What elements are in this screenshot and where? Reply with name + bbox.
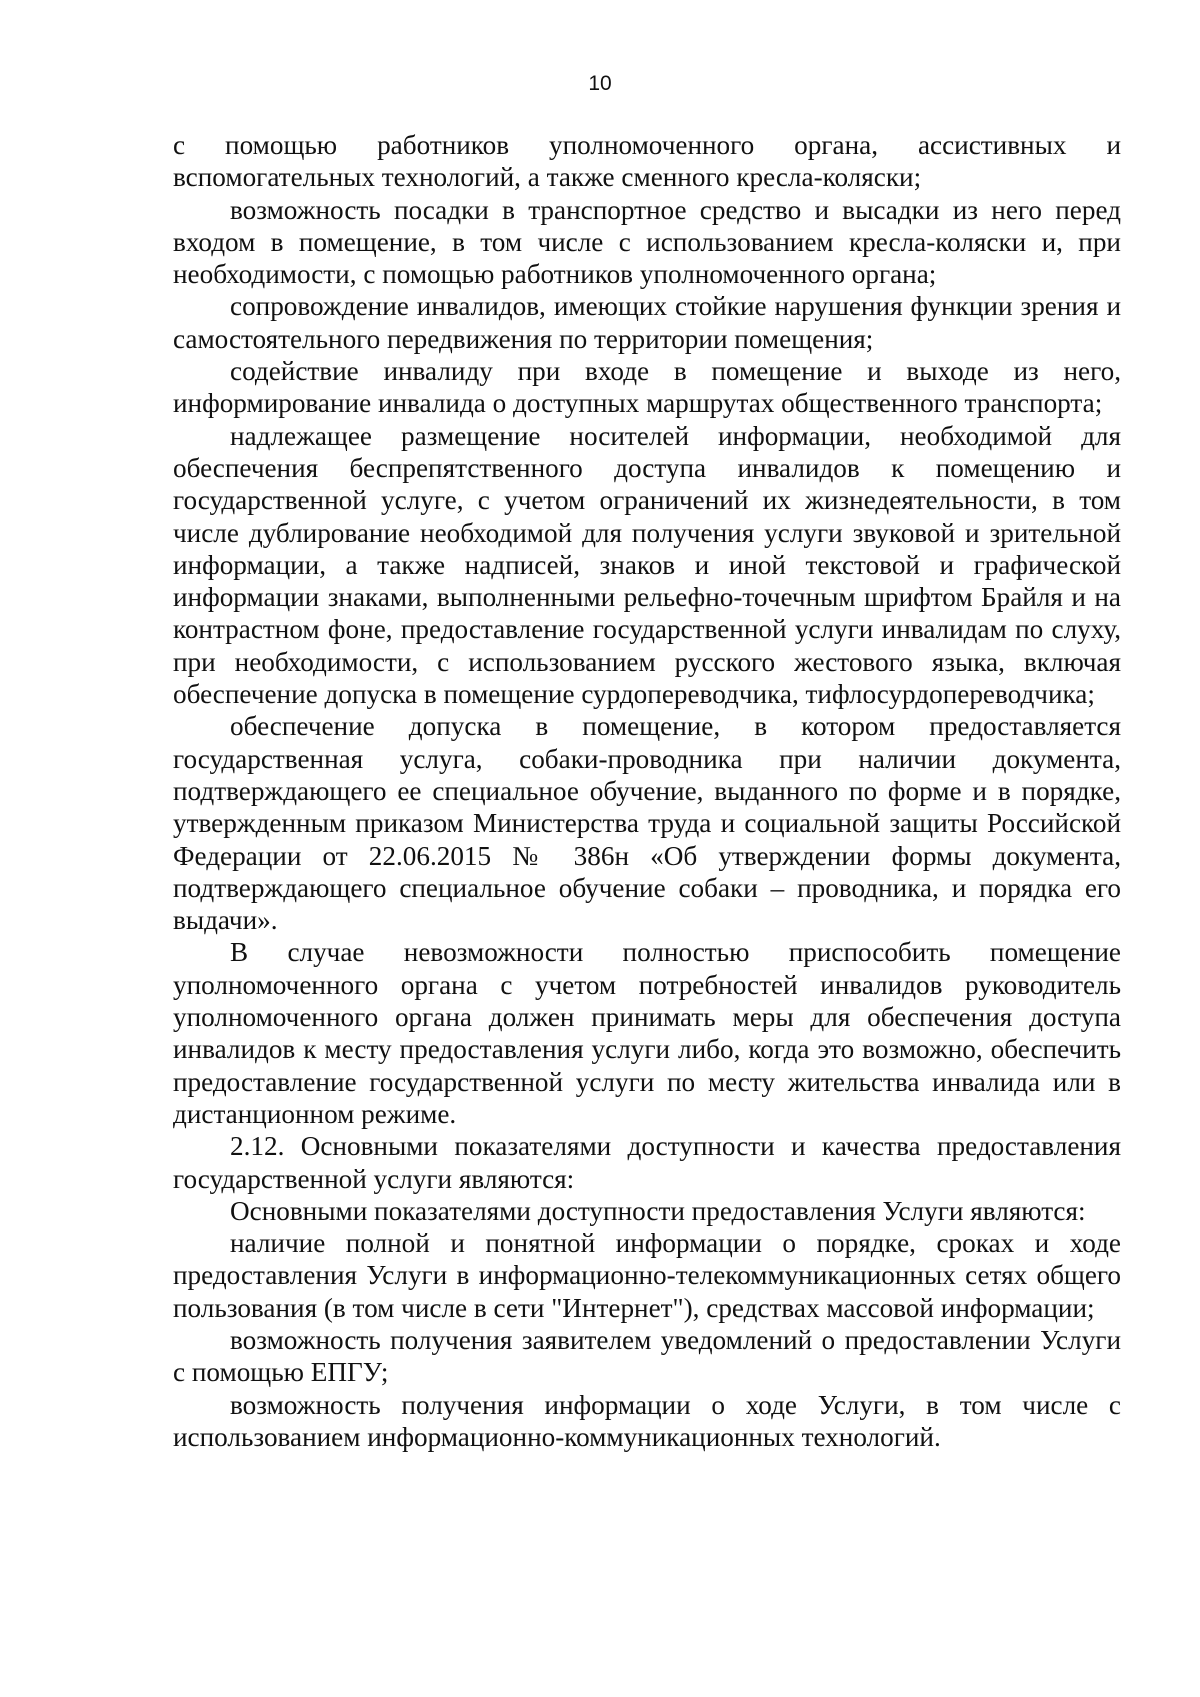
paragraph: содействие инвалиду при входе в помещение и выходе из него, информирование инвалида о доступных маршрутах общественного транспорта; (173, 356, 1121, 419)
paragraph: надлежащее размещение носителей информации, необходимой для обеспечения беспрепятственного доступа инвалидов к помещению и государственной услуге, с учетом ограничений их жизнедеятельности, в том числе дублирование необходимой для получения услуги звуковой и зрительной информации, а также надписей, знаков и иной текстовой и графической информации знаками, выполненными рельефно-точечным шрифтом Брайля и на контрастном фоне, предоставление государственной услуги инвалидам по слуху, при необходимости, с использованием русского жестового языка, включая обеспечение допуска в помещение сурдопереводчика, тифлосурдопереводчика; (173, 420, 1121, 710)
paragraph: Основными показателями доступности предоставления Услуги являются: (230, 1195, 1086, 1226)
paragraph: возможность посадки в транспортное средство и высадки из него перед входом в помещение, в том числе с использованием кресла-коляски и, при необходимости, с помощью работников уполномоченного органа; (173, 194, 1121, 290)
document-body (173, 129, 1121, 1453)
paragraph: 2.12. Основными показателями доступности и качества предоставления государственной услуги являются: (173, 1131, 1121, 1194)
paragraph: возможность получения заявителем уведомлений о предоставлении Услуги с помощью ЕПГУ; (173, 1324, 1121, 1388)
page-number: 10 (588, 72, 612, 95)
paragraph: с помощью работников уполномоченного органа, ассистивных и вспомогательных технологий, а также сменного кресла-коляски; (173, 130, 1121, 193)
paragraph: наличие полной и понятной информации о порядке, сроках и ходе предоставления Услуги в информационно-телекоммуникационных сетях общего пользования (в том числе в сети "Интернет"), средствах массовой информации; (173, 1228, 1121, 1323)
paragraph: В случае невозможности полностью приспособить помещение уполномоченного органа с учетом потребностей инвалидов руководитель уполномоченного органа должен принимать меры для обеспечения доступа инвалидов к месту предоставления услуги либо, когда это возможно, обеспечить предоставление государственной услуги по месту жительства инвалида или в дистанционном режиме. (173, 937, 1121, 1129)
paragraph: возможность получения информации о ходе Услуги, в том числе с использованием информационно-коммуникационных технологий. (173, 1389, 1121, 1452)
paragraph: сопровождение инвалидов, имеющих стойкие нарушения функции зрения и самостоятельного передвижения по территории помещения; (173, 291, 1121, 354)
paragraph: обеспечение допуска в помещение, в котором предоставляется государственная услуга, собаки-проводника при наличии документа, подтверждающего ее специальное обучение, выданного по форме и в порядке, утвержденным приказом Министерства труда и социальной защиты Российской Федерации от 22.06.2015 № 386н «Об утверждении формы документа, подтверждающего специальное обучение собаки – проводника, и порядка его выдачи». (173, 711, 1121, 936)
